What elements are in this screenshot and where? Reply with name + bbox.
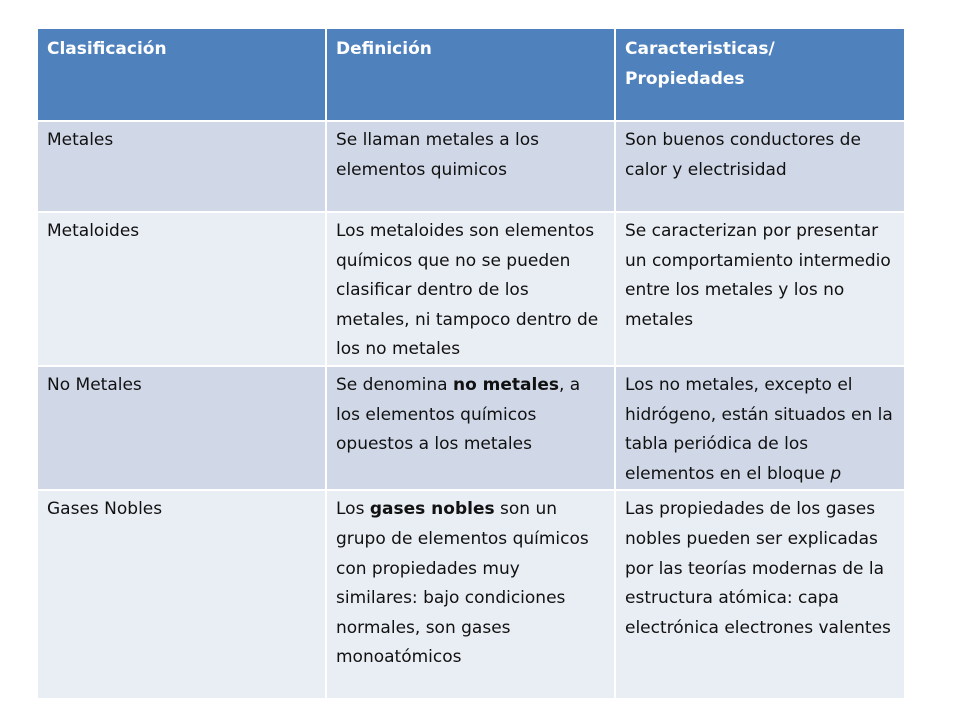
cell-clasificacion: Gases Nobles [37,490,326,699]
table-row [37,121,905,212]
cell-definicion: Se llaman metales a los elementos quimicos [326,121,615,212]
header-definicion: Definición [326,28,615,121]
caracteristicas-text-italic: p [830,463,842,484]
definicion-text-post: son un grupo de elementos químicos con propiedades muy similares: bajo condiciones normales, son gases monoatómicos [336,499,589,668]
cell-definicion [326,366,615,490]
cell-caracteristicas: Las propiedades de los gases nobles pueden ser explicadas por las teorías modernas de la estructura atómica: capa electrónica electrones valentes [615,490,905,699]
header-caracteristicas: Caracteristicas/ Propiedades [615,28,905,121]
cell-caracteristicas: Se caracterizan por presentar un comportamiento intermedio entre los metales y los no metales [615,212,905,366]
cell-caracteristicas: Son buenos conductores de calor y electrisidad [615,121,905,212]
definicion-text-bold: no metales [452,375,559,395]
header-row [37,28,905,121]
definicion-text-pre: Se denomina [336,375,453,395]
table-row [37,212,905,366]
header-clasificacion: Clasificación [37,28,326,121]
definicion-text-post: , a los elementos químicos opuestos a los metales [336,375,581,455]
definicion-text-pre: Los [336,499,370,520]
cell-clasificacion: No Metales [37,366,326,490]
definicion-text-bold: gases nobles [369,499,495,520]
cell-caracteristicas [615,366,905,490]
table-row [37,366,905,490]
classification-table [36,27,906,700]
table-row [37,490,905,699]
cell-definicion [326,490,615,699]
cell-definicion: Los metaloides son elementos químicos que no se pueden clasificar dentro de los metales, ni tampoco dentro de los no metales [326,212,615,366]
caracteristicas-text-pre: Los no metales, excepto el hidrógeno, están situados en la tabla periódica de los elementos en el bloque [625,375,893,484]
cell-clasificacion: Metales [37,121,326,212]
cell-clasificacion: Metaloides [37,212,326,366]
